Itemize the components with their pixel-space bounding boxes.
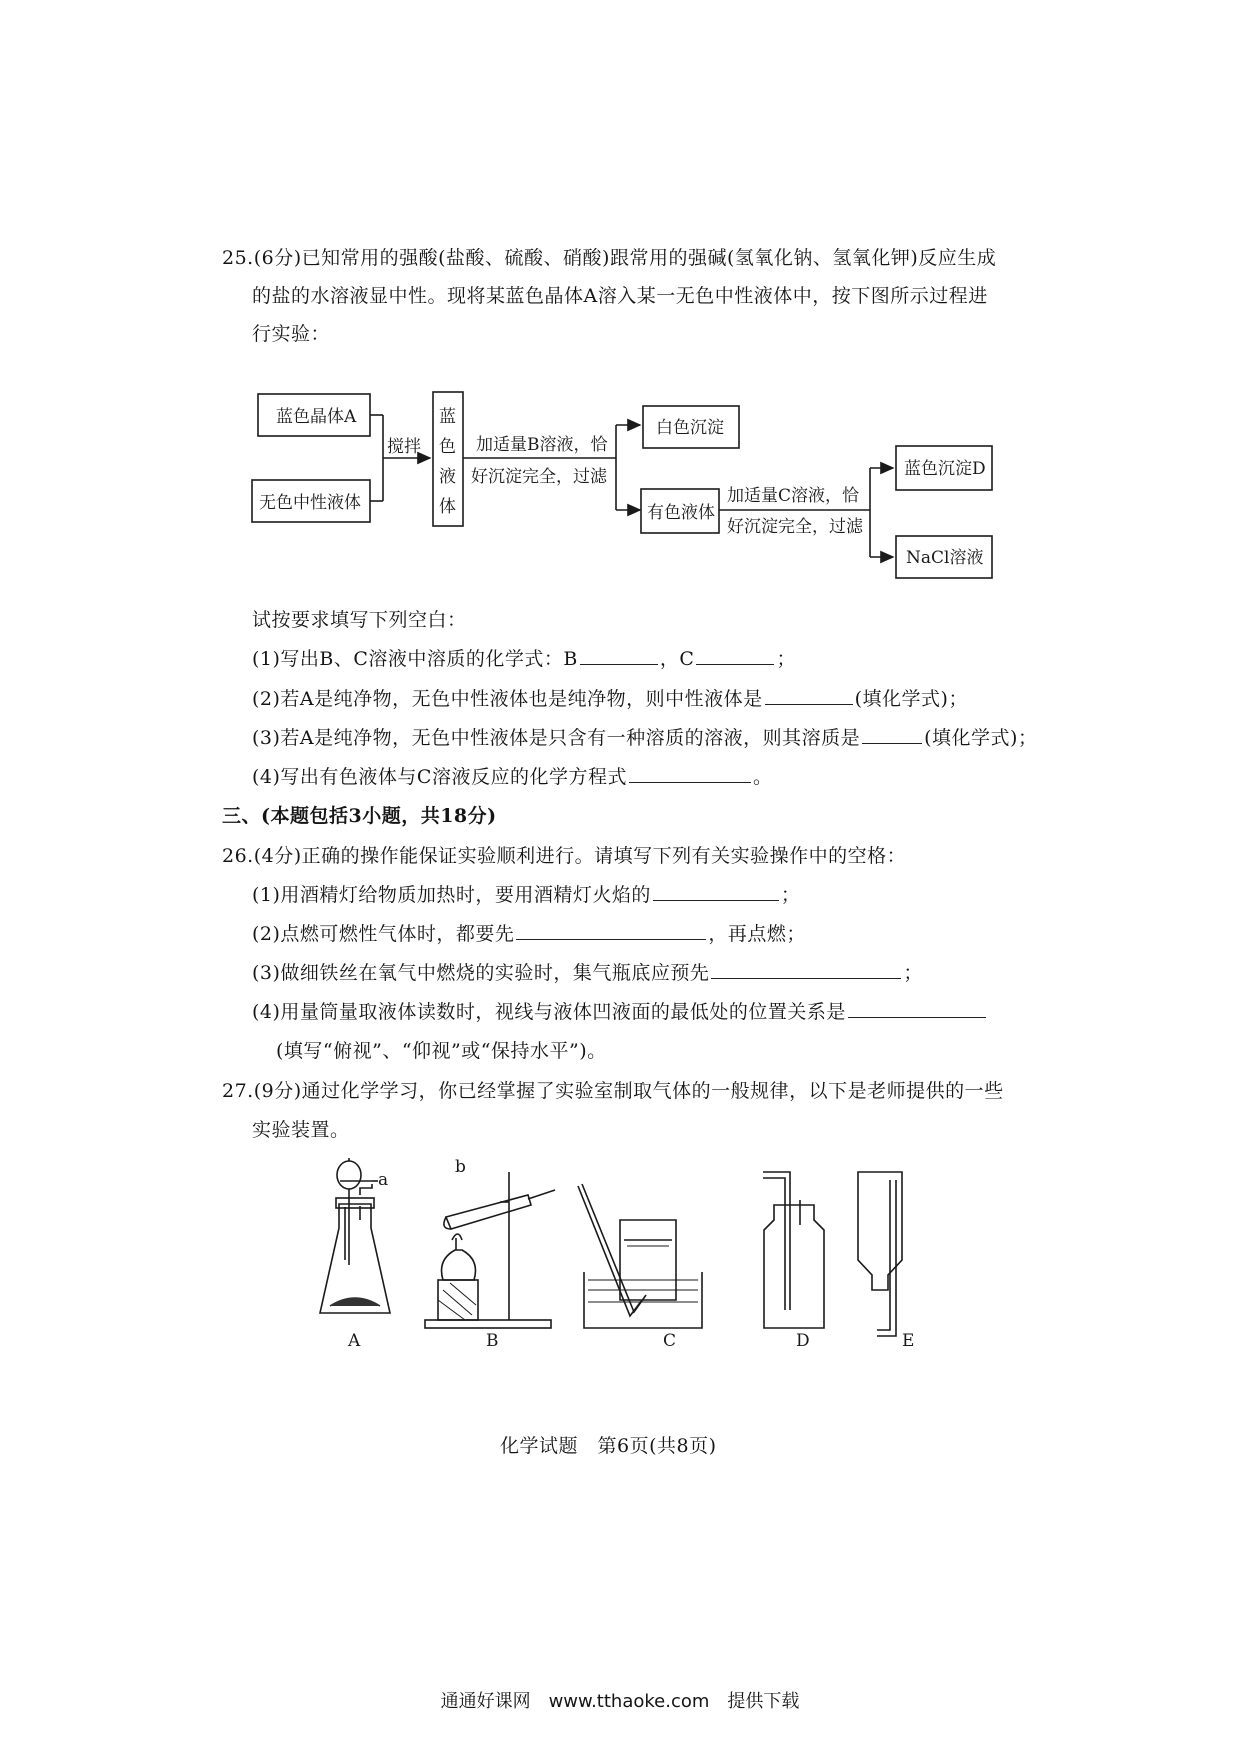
- label-step2-line1: 加适量C溶液，恰: [727, 486, 860, 506]
- q25-answer-c-blank[interactable]: [696, 646, 774, 665]
- q26-part3-text-a: (3)做细铁丝在氧气中燃烧的实验时，集气瓶底应预先: [252, 962, 710, 984]
- label-blue-liquid-3: 液: [439, 467, 456, 487]
- q26-part4-blank[interactable]: [848, 999, 986, 1018]
- q26-part1-text-b: ；: [780, 884, 801, 906]
- label-step1-line2: 好沉淀完全，过滤: [471, 467, 607, 487]
- q25-flow-diagram: [0, 370, 1240, 610]
- apparatus-e-inverted-bottle: [858, 1172, 902, 1336]
- q25-part4-text-a: (4)写出有色液体与C溶液反应的化学方程式: [252, 766, 627, 788]
- q26-part2-blank[interactable]: [516, 921, 706, 940]
- q25-part2-text-b: (填化学式)；: [854, 688, 968, 710]
- q25-part4: [252, 762, 772, 789]
- label-apparatus-c: C: [663, 1331, 677, 1350]
- q26-line1: 26.(4分)正确的操作能保证实验顺利进行。请填写下列有关实验操作中的空格：: [222, 845, 907, 867]
- q27-line1: 27.(9分)通过化学学习，你已经掌握了实验室制取气体的一般规律，以下是老师提供的一些: [222, 1080, 1004, 1102]
- label-step2-line2: 好沉淀完全，过滤: [727, 517, 863, 537]
- q25-line3: 行实验：: [252, 323, 331, 345]
- q26-part2-text-a: (2)点燃可燃性气体时，都要先: [252, 923, 515, 945]
- q25-line2: 的盐的水溶液显中性。现将某蓝色晶体A溶入某一无色中性液体中，按下图所示过程进: [252, 285, 988, 307]
- label-blue-crystal: 蓝色晶体A: [276, 407, 357, 427]
- q25-part2-text-a: (2)若A是纯净物，无色中性液体也是纯净物，则中性液体是: [252, 688, 763, 710]
- q25-instruction: 试按要求填写下列空白：: [252, 609, 467, 631]
- label-stir: 搅拌: [387, 437, 421, 457]
- q25-part4-text-b: 。: [752, 766, 773, 788]
- label-apparatus-b: B: [486, 1331, 499, 1350]
- page-footer: 化学试题 第6页(共8页): [500, 1435, 717, 1457]
- label-step1-line1: 加适量B溶液，恰: [476, 435, 608, 455]
- label-colored-liquid: 有色液体: [647, 503, 715, 523]
- q26-part3-blank[interactable]: [711, 960, 901, 979]
- label-apparatus-a: A: [348, 1331, 361, 1350]
- apparatus-d-bottle: [763, 1172, 824, 1328]
- q26-part4-note: (填写“俯视”、“仰视”或“保持水平”)。: [276, 1040, 607, 1062]
- q25-line1: 25.(6分)已知常用的强酸(盐酸、硫酸、硝酸)跟常用的强碱(氢氧化钠、氢氧化钾)反应生成: [222, 247, 997, 269]
- q25-part1-text-b: ，C: [659, 648, 695, 670]
- label-apparatus-e: E: [902, 1331, 915, 1350]
- label-blue-ppt-d: 蓝色沉淀D: [904, 459, 986, 479]
- q27-line2: 实验装置。: [252, 1119, 350, 1141]
- q25-part4-blank[interactable]: [629, 764, 751, 783]
- q25-part1-text-c: ；: [776, 648, 796, 670]
- apparatus-c-water-trough: [578, 1184, 702, 1328]
- q25-part2: [252, 684, 968, 711]
- mark-a: a: [378, 1170, 389, 1190]
- q25-part3-blank[interactable]: [862, 725, 922, 744]
- q26-part1-text-a: (1)用酒精灯给物质加热时，要用酒精灯火焰的: [252, 884, 651, 906]
- apparatus-b-heating: [425, 1172, 555, 1328]
- q26-part3-text-b: ；: [903, 962, 923, 984]
- q25-part2-blank[interactable]: [765, 686, 853, 705]
- label-white-ppt: 白色沉淀: [656, 418, 724, 438]
- mark-b: b: [455, 1157, 466, 1177]
- q25-part1: [252, 644, 796, 671]
- q25-part3: [252, 723, 1037, 750]
- q25-part3-text-a: (3)若A是纯净物，无色中性液体是只含有一种溶质的溶液，则其溶质是: [252, 727, 861, 749]
- q25-part3-text-b: (填化学式)；: [924, 727, 1038, 749]
- q27-apparatus-figure: [0, 1150, 1240, 1350]
- label-apparatus-d: D: [796, 1331, 810, 1350]
- q25-part1-text-a: (1)写出B、C溶液中溶质的化学式：B: [252, 648, 578, 670]
- q25-answer-b-blank[interactable]: [580, 646, 658, 665]
- section-3-heading: 三、(本题包括3小题，共18分): [222, 805, 497, 827]
- q26-part3: [252, 958, 923, 985]
- source-watermark: 通通好课网 www.tthaoke.com 提供下载: [440, 1691, 800, 1712]
- q26-part4-text-a: (4)用量筒量取液体读数时，视线与液体凹液面的最低处的位置关系是: [252, 1001, 846, 1023]
- q26-part2-text-b: ，再点燃；: [708, 923, 806, 945]
- label-blue-liquid-1: 蓝: [439, 407, 456, 427]
- q26-part1: [252, 880, 800, 907]
- q26-part1-blank[interactable]: [653, 882, 779, 901]
- q26-part4: [252, 997, 988, 1024]
- q26-part2: [252, 919, 806, 946]
- label-colorless-liquid: 无色中性液体: [259, 493, 361, 513]
- label-nacl: NaCl溶液: [906, 548, 984, 568]
- label-blue-liquid-2: 色: [439, 437, 456, 457]
- label-blue-liquid-4: 体: [439, 497, 456, 517]
